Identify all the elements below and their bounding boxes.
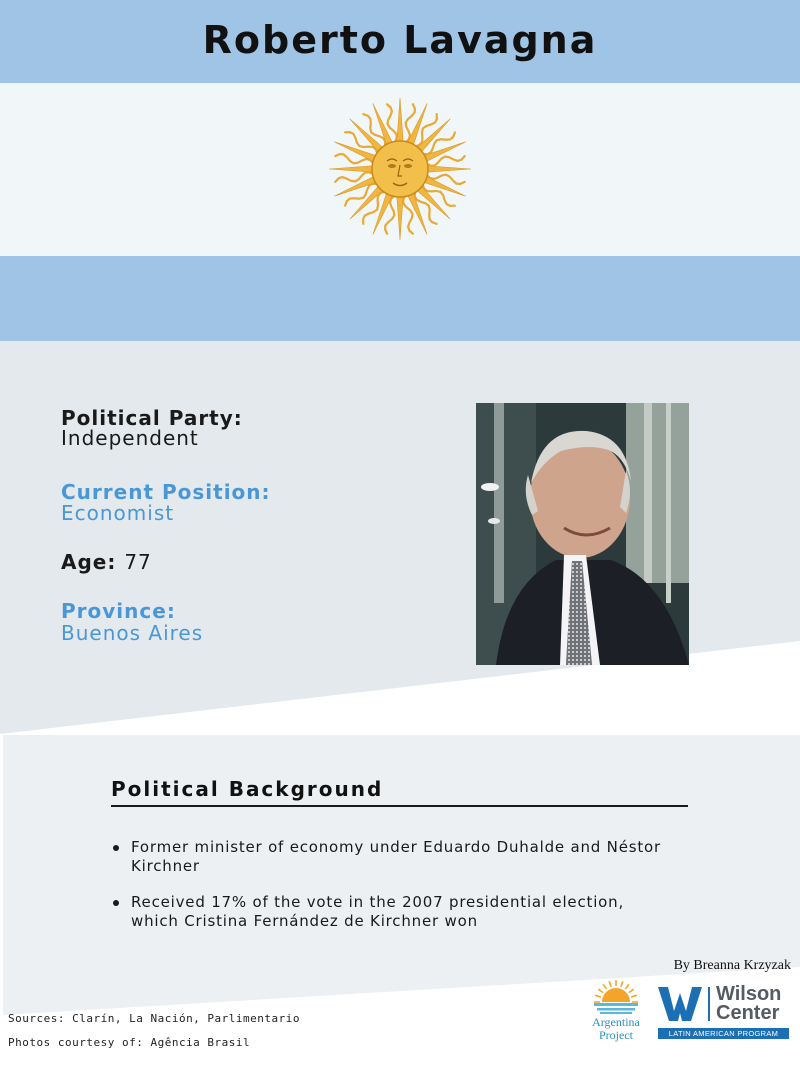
logo-ray — [625, 984, 629, 989]
portrait-photo — [476, 403, 689, 665]
province-label: Province: — [61, 599, 176, 623]
sun-ray — [397, 196, 403, 240]
current-position-value: Economist — [61, 501, 175, 525]
sun-ray — [427, 166, 471, 172]
page-title: Roberto Lavagna — [202, 18, 598, 62]
political-background-heading: Political Background — [111, 777, 384, 801]
logo-ray — [609, 981, 611, 987]
wilson-program-banner: LATIN AMERICAN PROGRAM — [658, 1028, 789, 1039]
sun-ray — [329, 166, 373, 172]
byline: By Breanna Krzyzak — [673, 958, 791, 973]
bullet-icon — [113, 845, 119, 851]
logo-ray — [621, 981, 623, 987]
province-value: Buenos Aires — [61, 621, 204, 645]
logo-ray — [598, 989, 603, 993]
background-list — [111, 838, 671, 948]
sources-text: Sources: Clarín, La Nación, Parlimentario — [8, 1012, 301, 1025]
sun-ray — [424, 176, 466, 196]
sun-ray — [373, 193, 393, 235]
heading-divider — [111, 805, 688, 807]
sun-of-may-icon — [327, 95, 473, 243]
wilson-center-logo — [658, 985, 790, 1041]
wilson-name-line2: Center — [716, 1002, 780, 1024]
wilson-center-w-icon — [658, 985, 702, 1023]
logo-ray — [629, 989, 634, 993]
political-party-value: Independent — [61, 426, 199, 450]
logo-ray — [603, 984, 607, 989]
age-value: 77 — [124, 550, 152, 574]
wilson-divider — [708, 987, 710, 1021]
age-label: Age: 77 — [61, 550, 152, 574]
logo-ray — [595, 995, 601, 997]
argentina-project-text: Argentina Project — [592, 1015, 640, 1042]
sun-ray — [334, 142, 376, 162]
list-item: Former minister of economy under Eduardo Duhalde and Néstor Kirchner — [111, 838, 671, 876]
photo-credit-text: Photos courtesy of: Agência Brasil — [8, 1036, 251, 1049]
current-position-label: Current Position: — [61, 480, 271, 504]
flag-band-bottom — [0, 256, 800, 341]
bullet-icon — [113, 900, 119, 906]
wilson-name-line1: Wilson — [716, 983, 782, 1005]
political-party-label: Political Party: — [61, 406, 243, 430]
sun-ray — [397, 98, 403, 142]
list-item: Received 17% of the vote in the 2007 presidential election, which Cristina Fernández de Kirchner won — [111, 893, 671, 931]
sun-ray — [407, 103, 427, 145]
logo-ray — [631, 995, 637, 997]
